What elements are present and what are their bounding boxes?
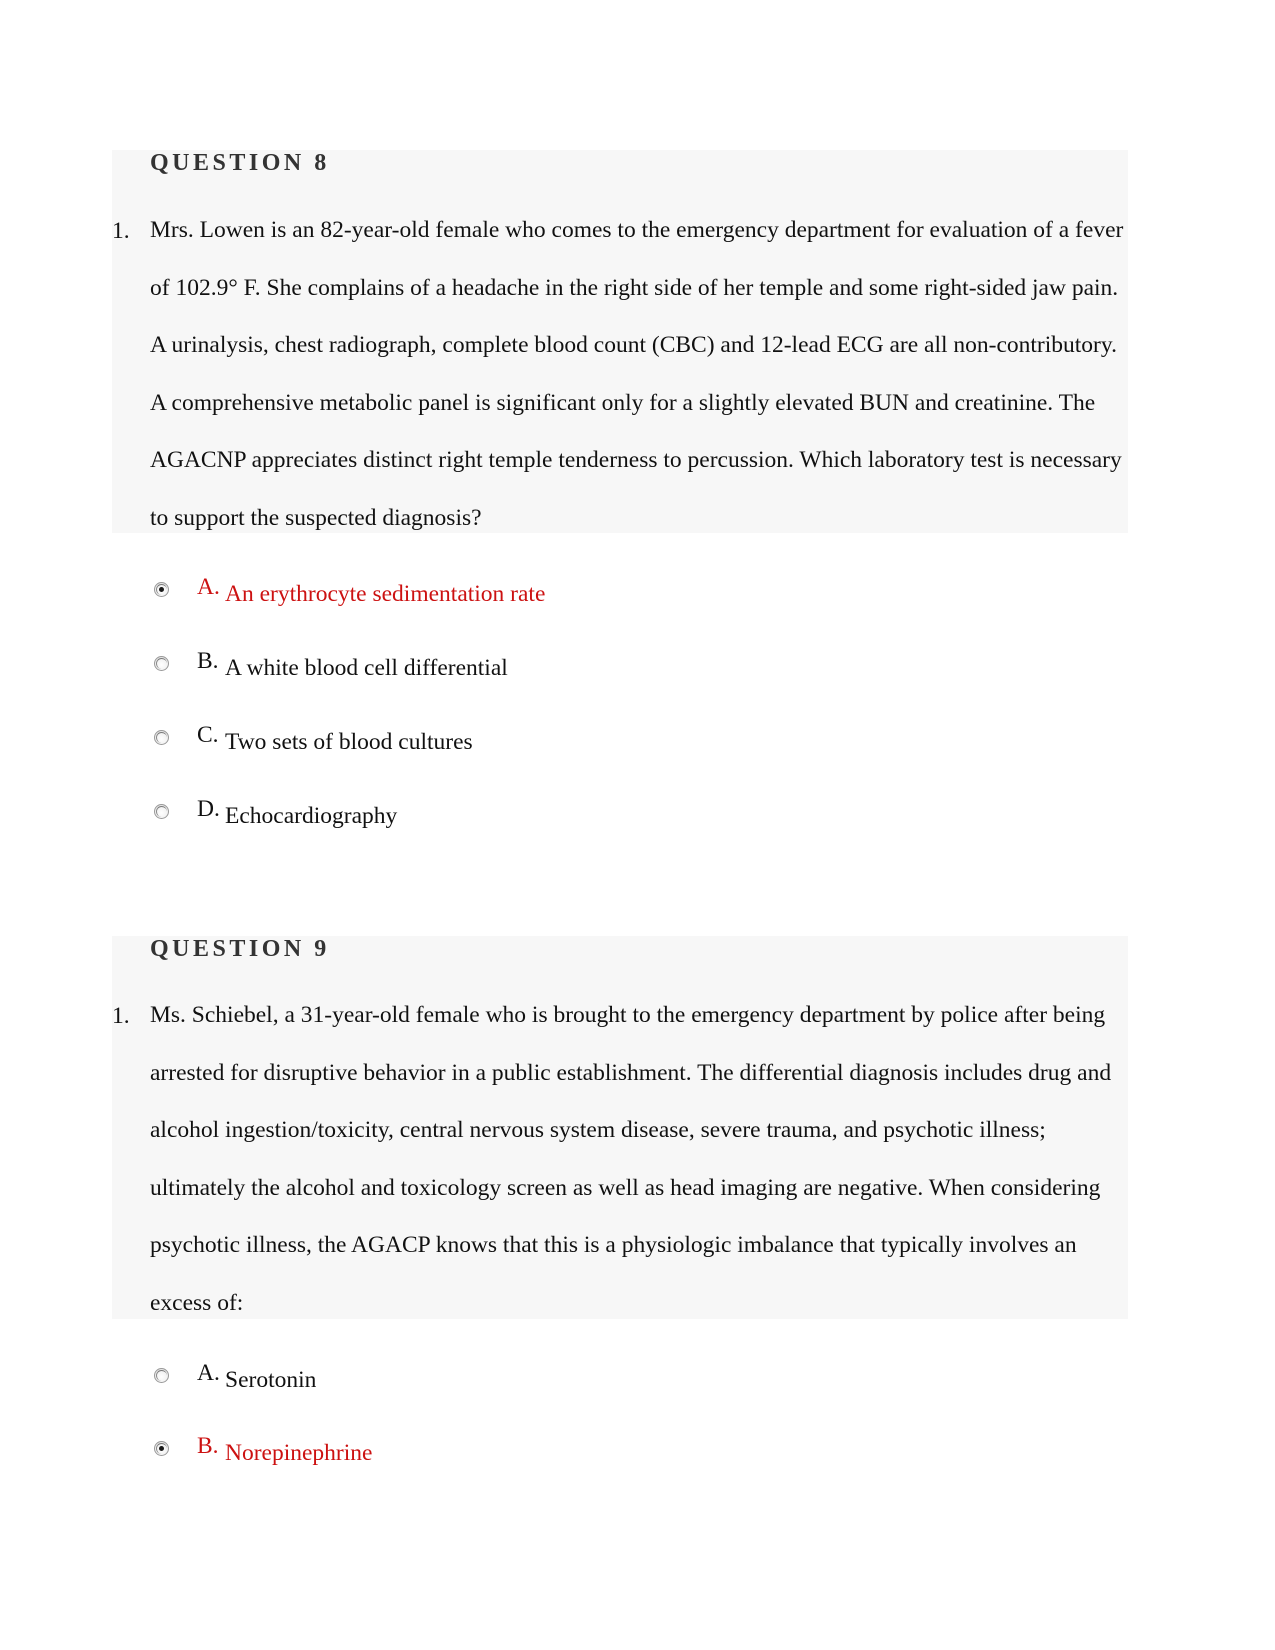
radio-unselected-icon[interactable] <box>154 804 169 819</box>
answer-text: Norepinephrine <box>225 1440 373 1466</box>
answer-letter: A. <box>197 574 220 600</box>
answer-text: A white blood cell differential <box>225 655 508 681</box>
question-9-item-number: 1. <box>112 1003 130 1029</box>
radio-unselected-icon[interactable] <box>154 1368 169 1383</box>
question-9-text: Ms. Schiebel, a 31-year-old female who is brought to the emergency department by police after being arrested for disruptive behavior in a public establishment. The differential diagnosis includes drug and alcohol ingestion/toxicity, central nervous system disease, severe trauma, and psychotic illness; ultimately the alcohol and toxicology screen as well as head imaging are negative. When considering psychotic illness, the AGACP knows that this is a physiologic imbalance that typically involves an excess of: <box>150 1002 1112 1316</box>
question-9-header: QUESTION 9 <box>150 936 330 962</box>
question-8-header: QUESTION 8 <box>150 150 330 176</box>
question-8-answer-d[interactable] <box>154 796 854 840</box>
question-9-answer-a[interactable] <box>154 1360 854 1404</box>
answer-text: Echocardiography <box>225 803 398 829</box>
radio-selected-icon[interactable] <box>154 582 169 597</box>
answer-letter: C. <box>197 722 219 748</box>
question-8-text: Mrs. Lowen is an 82-year-old female who comes to the emergency department for evaluation of a fever of 102.9° F. She complains of a headache in the right side of her temple and some right-sided jaw pain. A urinalysis, chest radiograph, complete blood count (CBC) and 12-lead ECG are all non-contributory. A comprehensive metabolic panel is significant only for a slightly elevated BUN and creatinine. The AGACNP appreciates distinct right temple tenderness to percussion. Which laboratory test is necessary to support the suspected diagnosis? <box>150 217 1124 531</box>
answer-letter: B. <box>197 648 219 674</box>
answer-letter: B. <box>197 1433 219 1459</box>
radio-selected-icon[interactable] <box>154 1441 169 1456</box>
question-9-answer-b[interactable] <box>154 1433 854 1477</box>
answer-text: Serotonin <box>225 1367 317 1393</box>
radio-unselected-icon[interactable] <box>154 656 169 671</box>
answer-letter: A. <box>197 1360 220 1386</box>
question-8-item-number: 1. <box>112 218 130 244</box>
answer-letter: D. <box>197 796 220 822</box>
question-8-answer-a[interactable] <box>154 574 854 618</box>
answer-text: An erythrocyte sedimentation rate <box>225 581 546 607</box>
question-8-answer-c[interactable] <box>154 722 854 766</box>
radio-unselected-icon[interactable] <box>154 730 169 745</box>
question-8-answer-b[interactable] <box>154 648 854 692</box>
answer-text: Two sets of blood cultures <box>225 729 473 755</box>
